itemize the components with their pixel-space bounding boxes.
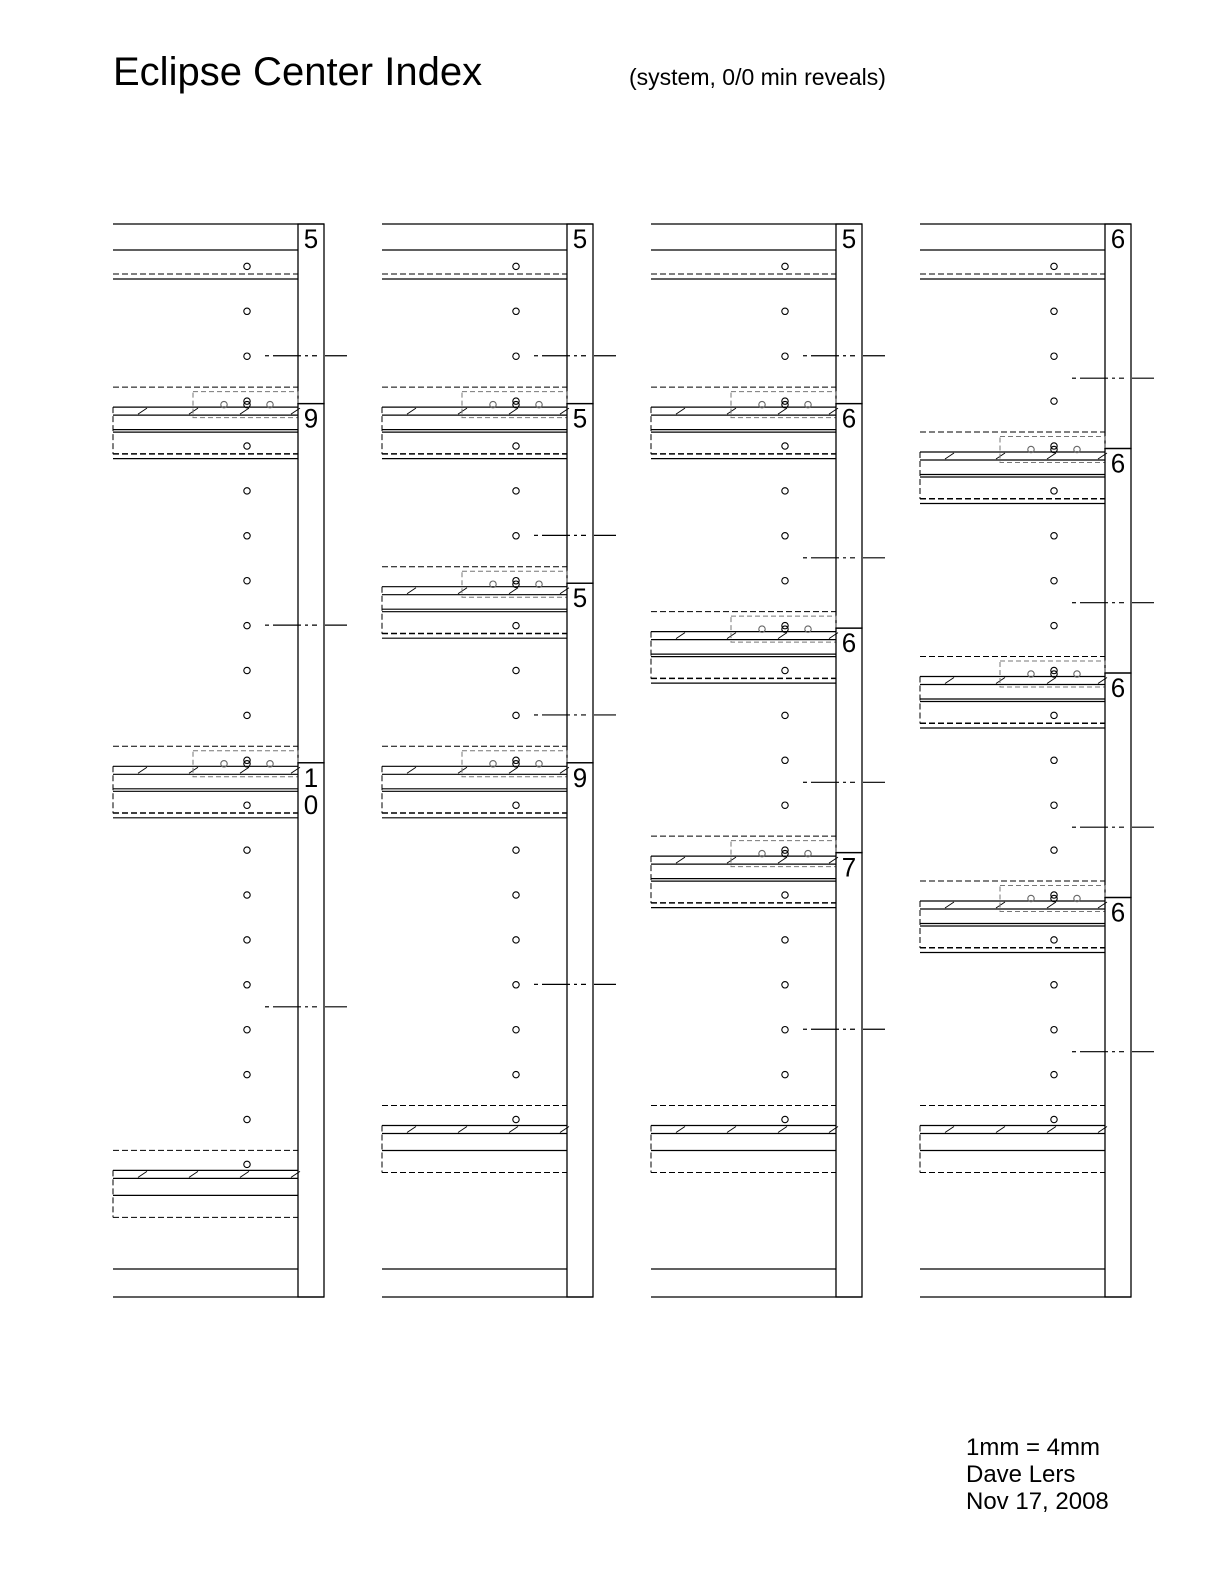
module-number: 5 <box>572 223 588 255</box>
shelf-hole <box>244 1161 250 1167</box>
hatch-mark <box>676 1127 685 1133</box>
shelf-hole <box>782 1116 788 1122</box>
shelf-hole <box>513 1071 519 1077</box>
hatch-mark <box>560 588 569 594</box>
module-strip <box>836 628 862 853</box>
shelf-hole <box>1051 353 1057 359</box>
shelf-hole <box>513 667 519 673</box>
hatch-mark <box>1047 678 1056 684</box>
shelf-hole <box>782 802 788 808</box>
hatch-mark <box>1098 678 1107 684</box>
shelf-hole <box>1051 533 1057 539</box>
shelf-hole <box>1051 712 1057 718</box>
shelf-hole <box>244 982 250 988</box>
title-block <box>966 1434 1109 1515</box>
shelf-hole <box>1051 1027 1057 1033</box>
shelf-hole <box>782 757 788 763</box>
hatch-mark <box>1098 1127 1107 1133</box>
shelf-hole <box>1051 982 1057 988</box>
hinge-box <box>1000 886 1105 912</box>
shelf-hole <box>782 1027 788 1033</box>
shelf-hole <box>782 937 788 943</box>
shelf-hole <box>244 308 250 314</box>
module-number: 7 <box>841 852 857 883</box>
hatch-mark <box>829 857 838 863</box>
hatch-mark <box>189 1171 198 1177</box>
hatch-mark <box>945 1127 954 1133</box>
module-number: 5 <box>572 582 588 614</box>
hatch-mark <box>676 857 685 863</box>
module-number: 0 <box>303 789 319 820</box>
module-number: 9 <box>303 403 319 434</box>
hatch-mark <box>509 588 518 594</box>
shelf-hole <box>513 622 519 628</box>
shelf-hole <box>513 892 519 898</box>
drawing-date: Nov 17, 2008 <box>966 1488 1109 1515</box>
shelf-hole <box>1051 488 1057 494</box>
hatch-mark <box>829 408 838 414</box>
hatch-mark <box>240 408 249 414</box>
shelf-hole <box>513 1116 519 1122</box>
module-strip <box>1105 449 1131 674</box>
shelf-hole <box>782 263 788 269</box>
shelf-hole <box>1051 398 1057 404</box>
shelf-hole <box>782 712 788 718</box>
hatch-mark <box>1047 902 1056 908</box>
hatch-mark <box>138 767 147 773</box>
module-number: 5 <box>572 403 588 434</box>
shelf-hole <box>244 353 250 359</box>
hatch-mark <box>509 408 518 414</box>
hatch-mark <box>829 1127 838 1133</box>
hatch-mark <box>138 1171 147 1177</box>
author-name: Dave Lers <box>966 1461 1076 1488</box>
hatch-mark <box>676 408 685 414</box>
hatch-mark <box>945 678 954 684</box>
shelf-hole <box>513 982 519 988</box>
module-strip <box>298 404 324 763</box>
hinge-box <box>1000 437 1105 463</box>
shelf-hole <box>244 533 250 539</box>
drawing-subtitle: (system, 0/0 min reveals) <box>629 64 886 90</box>
shelf-hole <box>782 353 788 359</box>
module-strip <box>1105 224 1131 449</box>
shelf-hole <box>513 263 519 269</box>
hatch-mark <box>138 408 147 414</box>
hinge-box <box>731 616 836 642</box>
hatch-mark <box>1047 453 1056 459</box>
hatch-mark <box>727 1127 736 1133</box>
hatch-mark <box>509 1127 518 1133</box>
shelf-hole <box>782 308 788 314</box>
shelf-hole <box>782 443 788 449</box>
shelf-hole <box>782 533 788 539</box>
shelf-hole <box>244 263 250 269</box>
shelf-hole <box>1051 802 1057 808</box>
module-strip <box>836 853 862 1297</box>
shelf-hole <box>513 353 519 359</box>
hinge-box <box>731 392 836 418</box>
shelf-hole <box>244 802 250 808</box>
shelf-hole <box>244 667 250 673</box>
hatch-mark <box>407 1127 416 1133</box>
shelf-hole <box>513 802 519 808</box>
shelf-hole <box>1051 622 1057 628</box>
module-number: 9 <box>572 762 588 793</box>
shelf-hole <box>244 578 250 584</box>
drawing-title: Eclipse Center Index <box>113 50 483 94</box>
hinge-box <box>1000 661 1105 687</box>
shelf-hole <box>244 937 250 943</box>
shelf-hole <box>1051 757 1057 763</box>
hinge-box <box>462 392 567 418</box>
module-number: 6 <box>1110 223 1126 255</box>
hatch-mark <box>945 453 954 459</box>
hatch-mark <box>778 1127 787 1133</box>
scale-note: 1mm = 4mm <box>966 1434 1101 1461</box>
shelf-hole <box>513 847 519 853</box>
hatch-mark <box>778 633 787 639</box>
shelf-hole <box>244 488 250 494</box>
hatch-mark <box>996 1127 1005 1133</box>
hatch-mark <box>560 408 569 414</box>
module-number: 1 <box>303 762 319 793</box>
hatch-mark <box>407 588 416 594</box>
hatch-mark <box>829 633 838 639</box>
shelf-hole <box>782 488 788 494</box>
hatch-mark <box>778 408 787 414</box>
hinge-box <box>462 571 567 597</box>
module-number: 6 <box>1110 447 1126 479</box>
hatch-mark <box>560 1127 569 1133</box>
shelf-hole <box>782 892 788 898</box>
shelf-hole <box>1051 1116 1057 1122</box>
module-number: 6 <box>841 627 857 659</box>
hatch-mark <box>458 1127 467 1133</box>
module-strip <box>298 763 324 1297</box>
shelf-hole <box>513 488 519 494</box>
hatch-mark <box>1098 902 1107 908</box>
hatch-mark <box>676 633 685 639</box>
hinge-box <box>193 392 298 418</box>
shelf-hole <box>1051 1071 1057 1077</box>
hatch-mark <box>560 767 569 773</box>
shelf-hole <box>244 892 250 898</box>
hatch-mark <box>1098 453 1107 459</box>
hinge-box <box>731 841 836 867</box>
shelf-hole <box>244 1027 250 1033</box>
shelf-hole <box>244 712 250 718</box>
shelf-hole <box>244 443 250 449</box>
hatch-mark <box>945 902 954 908</box>
shelf-hole <box>244 1071 250 1077</box>
shelf-hole <box>513 712 519 718</box>
shelf-hole <box>513 937 519 943</box>
shelf-hole <box>782 1071 788 1077</box>
hinge-box <box>193 751 298 777</box>
shelf-hole <box>513 443 519 449</box>
module-number: 6 <box>1110 896 1126 928</box>
hatch-mark <box>778 857 787 863</box>
shelf-hole <box>1051 578 1057 584</box>
hatch-mark <box>240 767 249 773</box>
shelf-hole <box>1051 263 1057 269</box>
module-number: 5 <box>841 223 857 255</box>
shelf-hole <box>244 1116 250 1122</box>
shelf-hole <box>782 982 788 988</box>
hinge-box <box>462 751 567 777</box>
module-strip <box>1105 898 1131 1298</box>
hatch-mark <box>407 767 416 773</box>
module-strip <box>836 404 862 628</box>
hatch-mark <box>509 767 518 773</box>
shelf-hole <box>1051 847 1057 853</box>
shelf-hole <box>782 578 788 584</box>
module-strip <box>1105 673 1131 898</box>
shelf-hole <box>513 308 519 314</box>
shelf-hole <box>513 1027 519 1033</box>
shelf-hole <box>244 847 250 853</box>
shelf-hole <box>1051 937 1057 943</box>
module-number: 6 <box>1110 672 1126 704</box>
hatch-mark <box>407 408 416 414</box>
shelf-hole <box>1051 308 1057 314</box>
module-number: 5 <box>303 223 319 255</box>
module-strip <box>567 763 593 1297</box>
shelf-hole <box>244 622 250 628</box>
hatch-mark <box>240 1171 249 1177</box>
shelf-hole <box>513 533 519 539</box>
hatch-mark <box>1047 1127 1056 1133</box>
shelf-hole <box>782 667 788 673</box>
module-number: 6 <box>841 403 857 434</box>
